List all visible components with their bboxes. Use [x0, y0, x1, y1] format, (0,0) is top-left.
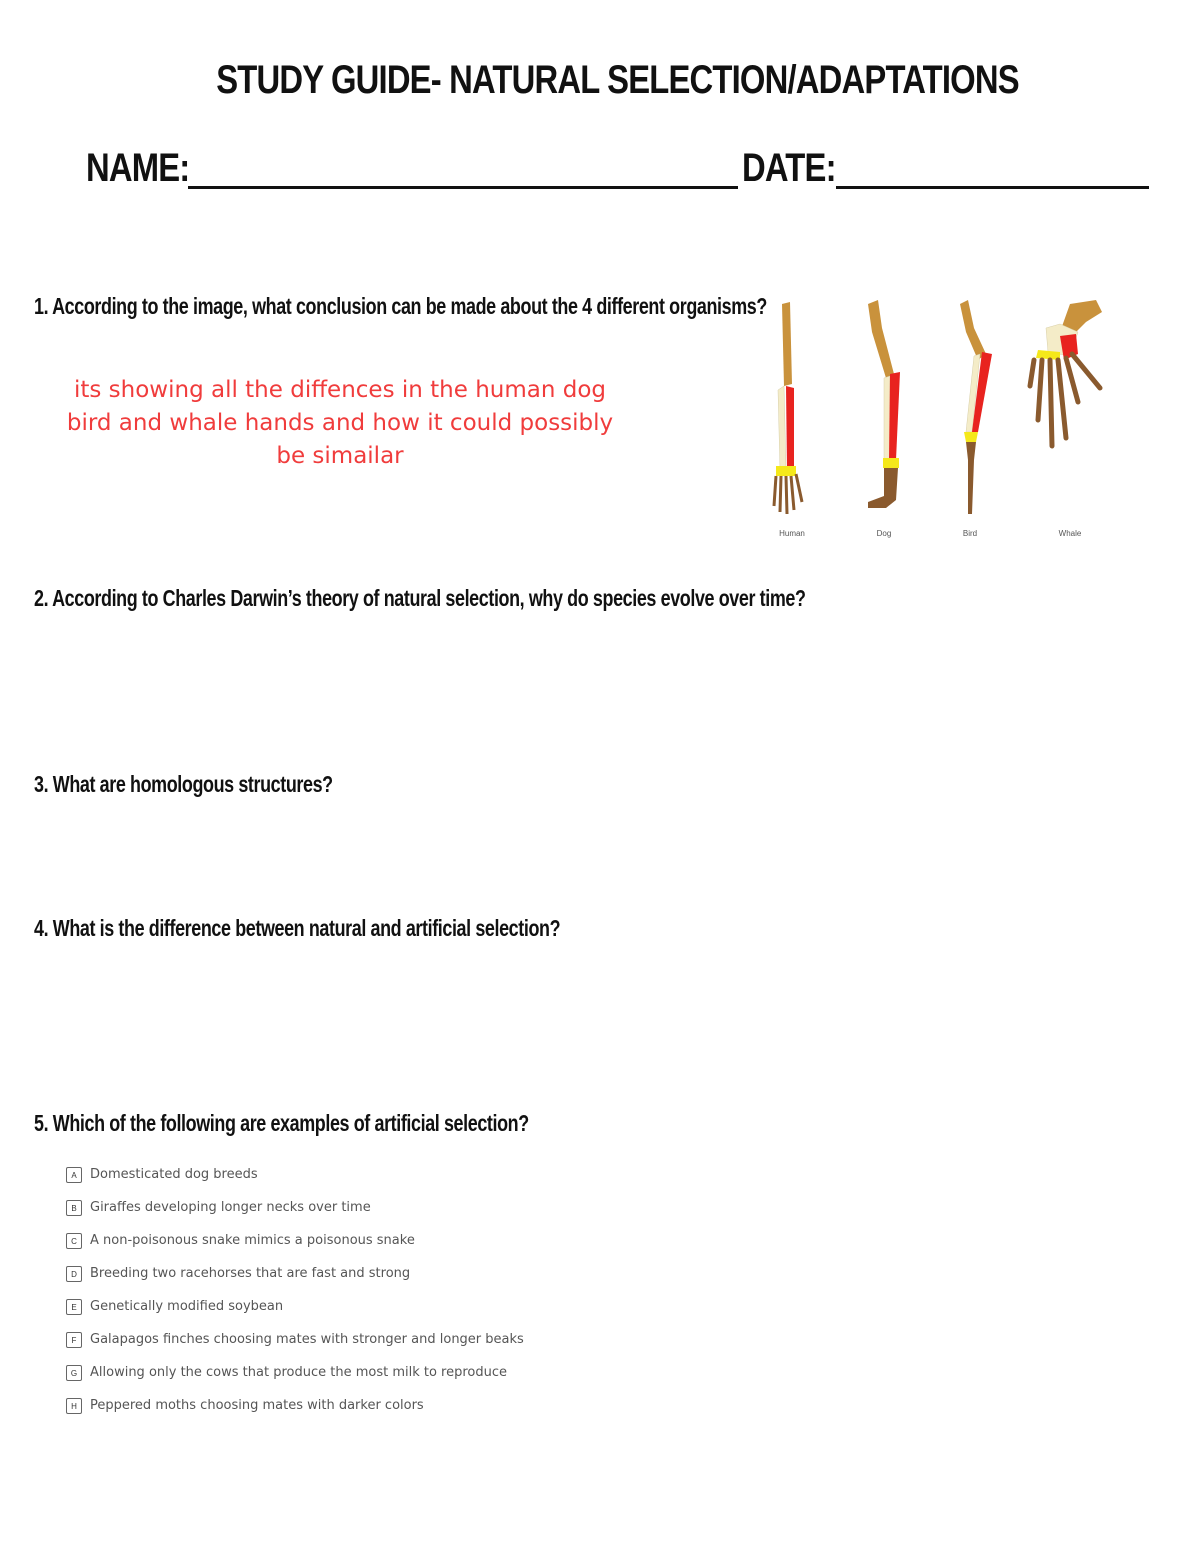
dog-radius — [889, 372, 900, 460]
answer-1-line: bird and whale hands and how it could possibly — [66, 410, 614, 436]
answer-1 — [60, 374, 620, 473]
option-letter-box[interactable]: C — [66, 1233, 82, 1249]
question-4: 4. What is the difference between natural and artificial selection? — [34, 915, 561, 941]
bird-wrist — [964, 432, 978, 442]
question-3: 3. What are homologous structures? — [34, 771, 333, 797]
figure-label: Dog — [876, 529, 892, 538]
option-letter-box[interactable]: H — [66, 1398, 82, 1414]
whale-digits — [1030, 354, 1100, 446]
human-wrist — [776, 466, 796, 476]
option-c[interactable] — [66, 1229, 524, 1262]
human-limb — [774, 302, 802, 514]
name-field-line[interactable] — [188, 186, 738, 189]
dog-paw — [868, 468, 898, 508]
page-title: STUDY GUIDE- NATURAL SELECTION/ADAPTATIONS — [216, 58, 1019, 102]
option-a[interactable] — [66, 1163, 524, 1196]
bird-limb — [960, 300, 992, 514]
human-fingers — [774, 474, 802, 514]
homologous-limbs-figure — [760, 292, 1120, 542]
date-label: DATE: — [742, 146, 836, 190]
option-text: Domesticated dog breeds — [90, 1167, 258, 1182]
answer-options-list — [66, 1163, 524, 1427]
option-letter-box[interactable]: G — [66, 1365, 82, 1381]
bird-humerus — [960, 300, 986, 360]
option-letter-box[interactable]: F — [66, 1332, 82, 1348]
question-2: 2. According to Charles Darwin’s theory of natural selection, why do species evolve over time? — [34, 585, 806, 611]
option-letter-box[interactable]: B — [66, 1200, 82, 1216]
question-1: 1. According to the image, what conclusion can be made about the 4 different organisms? — [34, 293, 767, 319]
option-letter-box[interactable]: D — [66, 1266, 82, 1282]
option-text: Allowing only the cows that produce the most milk to reproduce — [90, 1365, 508, 1380]
option-text: Galapagos finches choosing mates with stronger and longer beaks — [90, 1332, 524, 1347]
option-g[interactable] — [66, 1361, 524, 1394]
option-text: Peppered moths choosing mates with darker colors — [90, 1398, 424, 1413]
option-d[interactable] — [66, 1262, 524, 1295]
option-text: Breeding two racehorses that are fast and strong — [90, 1266, 411, 1281]
dog-humerus — [868, 300, 894, 378]
dog-limb — [868, 300, 900, 508]
figure-label: Human — [779, 529, 805, 538]
dog-wrist — [883, 458, 899, 468]
bird-hand — [966, 442, 976, 514]
option-h[interactable] — [66, 1394, 524, 1427]
option-text: Genetically modified soybean — [90, 1299, 284, 1314]
option-f[interactable] — [66, 1328, 524, 1361]
whale-limb — [1030, 300, 1102, 446]
name-label: NAME: — [86, 146, 190, 190]
answer-1-line: be simailar — [276, 443, 404, 469]
option-letter-box[interactable]: E — [66, 1299, 82, 1315]
question-5: 5. Which of the following are examples of artificial selection? — [34, 1110, 529, 1136]
human-radius — [786, 386, 794, 470]
answer-1-line: its showing all the diffences in the human dog — [73, 377, 607, 403]
option-letter-box[interactable]: A — [66, 1167, 82, 1183]
option-text: A non-poisonous snake mimics a poisonous snake — [90, 1233, 415, 1248]
date-field-line[interactable] — [836, 186, 1149, 189]
option-text: Giraffes developing longer necks over time — [90, 1200, 371, 1215]
option-b[interactable] — [66, 1196, 524, 1229]
human-humerus — [782, 302, 792, 386]
figure-label: Whale — [1058, 529, 1082, 538]
human-ulna — [778, 386, 786, 470]
option-e[interactable] — [66, 1295, 524, 1328]
figure-label: Bird — [962, 529, 978, 538]
dog-ulna — [884, 376, 890, 460]
